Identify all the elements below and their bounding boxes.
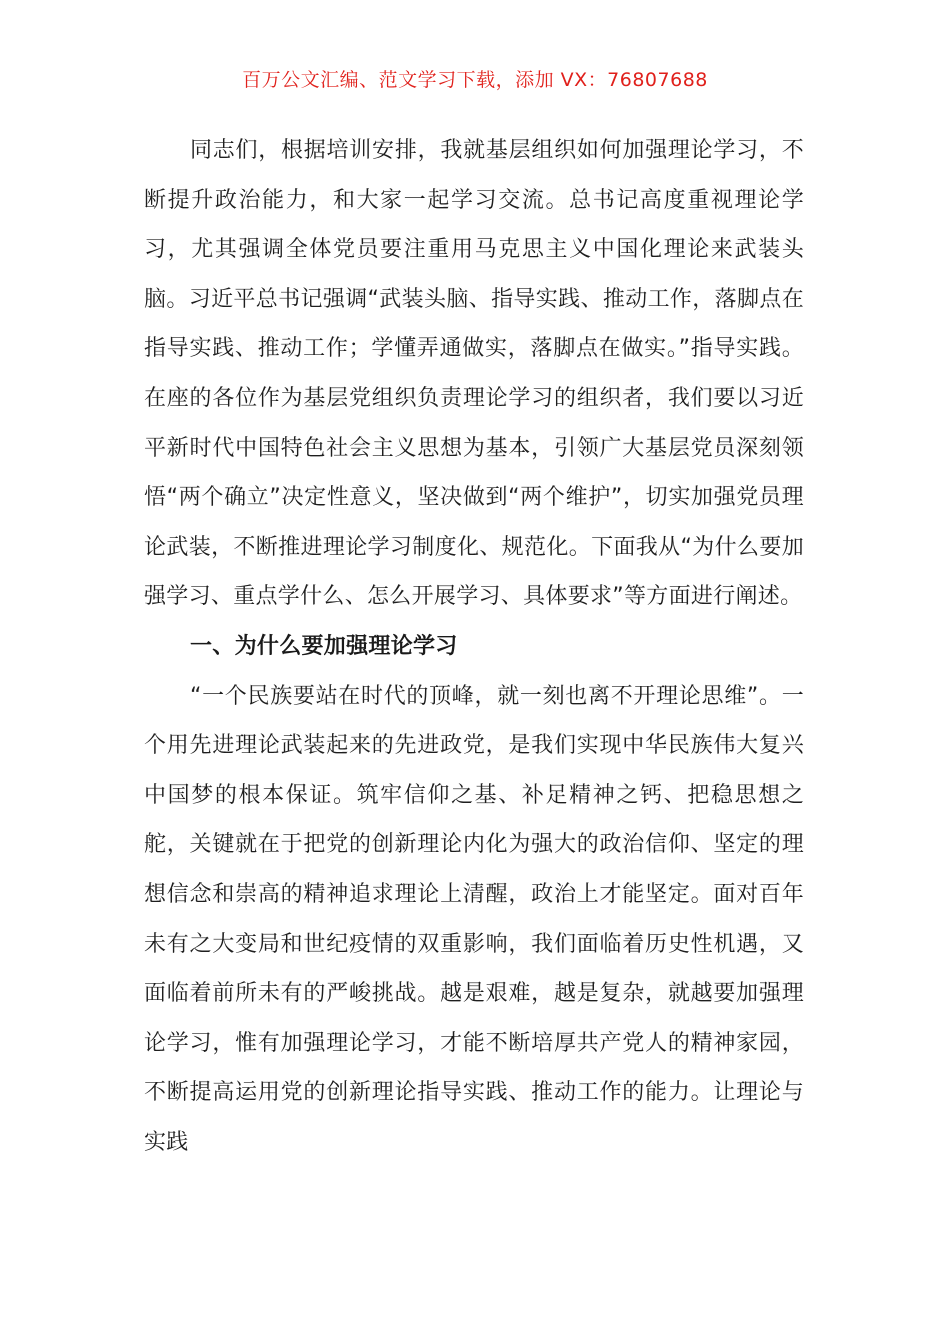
section-heading-1: 一、为什么要加强理论学习 xyxy=(190,633,458,659)
document-body xyxy=(144,126,804,1167)
intro-paragraph: 同志们，根据培训安排，我就基层组织如何加强理论学习，不断提升政治能力，和大家一起学习交流。总书记高度重视理论学习，尤其强调全体党员要注重用马克思主义中国化理论来武装头脑。习近平总书记强调“武装头脑、指导实践、推动工作，落脚点在指导实践、推动工作；学懂弄通做实，落脚点在做实。”指导实践。在座的各位作为基层党组织负责理论学习的组织者，我们要以习近平新时代中国特色社会主义思想为基本，引领广大基层党员深刻领悟“两个确立”决定性意义，坚决做到“两个维护”，切实加强党员理论武装，不断推进理论学习制度化、规范化。下面我从“为什么要加强学习、重点学什么、怎么开展学习、具体要求”等方面进行阐述。 xyxy=(144,138,804,610)
header-banner: 百万公文汇编、范文学习下载，添加 VX：76807688 xyxy=(242,69,708,91)
section-1-paragraph: “一个民族要站在时代的顶峰，就一刻也离不开理论思维”。一个用先进理论武装起来的先进政党，是我们实现中华民族伟大复兴中国梦的根本保证。筑牢信仰之基、补足精神之钙、把稳思想之舵，关键就在于把党的创新理论内化为强大的政治信仰、坚定的理想信念和崇高的精神追求理论上清醒，政治上才能坚定。面对百年未有之大变局和世纪疫情的双重影响，我们面临着历史性机遇，又面临着前所未有的严峻挑战。越是艰难，越是复杂，就越要加强理论学习，惟有加强理论学习，才能不断培厚共产党人的精神家园，不断提高运用党的创新理论指导实践、推动工作的能力。让理论与实践 xyxy=(144,683,804,1155)
